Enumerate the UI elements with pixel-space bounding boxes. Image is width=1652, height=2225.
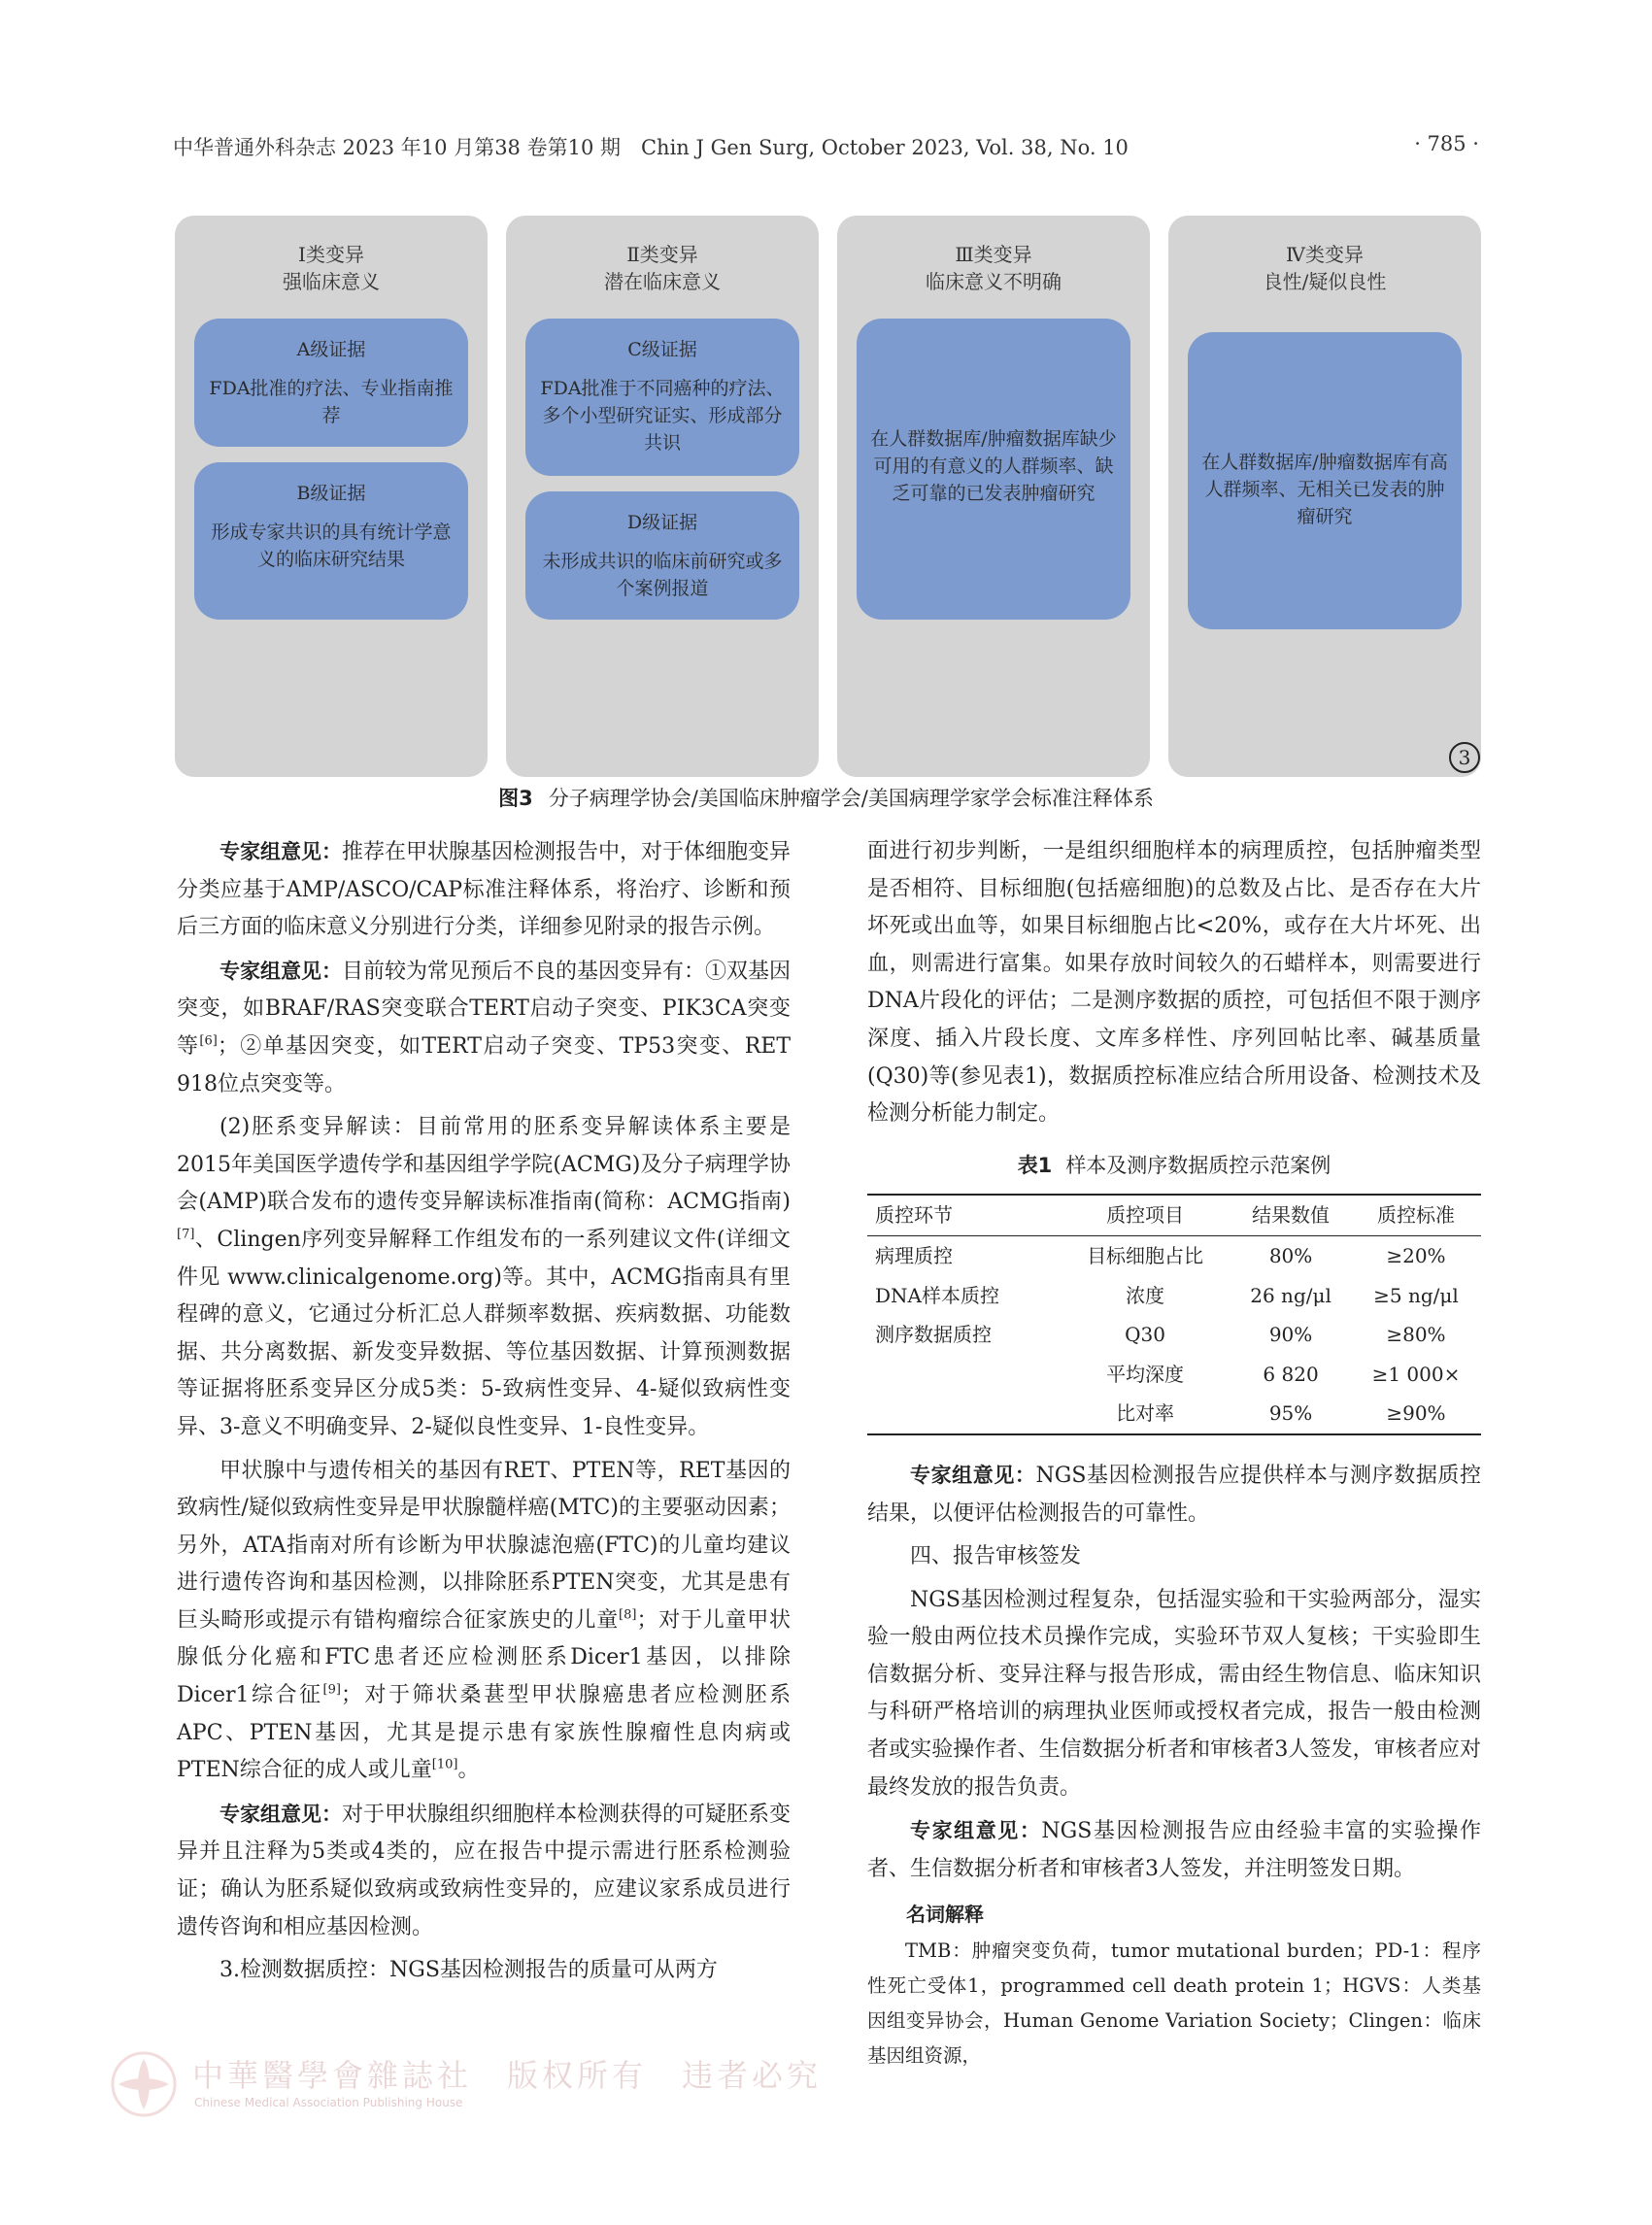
table-cell: 95% <box>1231 1394 1351 1434</box>
evidence-body: FDA批准的疗法、专业指南推荐 <box>209 378 454 426</box>
table-row <box>867 1235 1481 1275</box>
evidence-box-c <box>525 319 799 476</box>
expert-opinion-lead: 专家组意见： <box>219 959 342 983</box>
paragraph-text: 面进行初步判断，一是组织细胞样本的病理质控，包括肿瘤类型是否相符、目标细胞(包括癌细胞)的总数及占比、是否存在大片坏死或出血等，如果目标细胞占比<20%，或存在大片坏死、出血，则需进行富集。如果存放时间较久的石蜡样本，则需要进行DNA片段化的评估；二是测序数据的质控，可包括但不限于测序深度、插入片段长度、文库多样性、序列回帖比率、碱基质量(Q30)等(参见表1)，数据质控标准应结合所用设备、检测技术及检测分析能力制定。 <box>867 839 1481 1127</box>
table-cell: 平均深度 <box>1106 1362 1185 1386</box>
paragraph-text: ；对于筛状桑葚型甲状腺癌患者应检测胚系APC、PTEN基因，尤其是提示患有家族性腺瘤性息肉病或PTEN综合征的成人或儿童 <box>177 1683 791 1783</box>
evidence-body: 未形成共识的临床前研究或多个案例报道 <box>542 551 783 599</box>
expert-opinion-lead: 专家组意见： <box>910 1819 1042 1843</box>
panel-significance-label: 临床意义不明确 <box>926 270 1062 293</box>
panel-class-label: Ⅲ类变异 <box>955 243 1032 266</box>
table-cell: Q30 <box>1125 1323 1165 1347</box>
citation: [8] <box>619 1607 637 1623</box>
paragraph <box>177 1796 791 1946</box>
evidence-box-d <box>525 491 799 620</box>
paragraph-text: 推荐在甲状腺基因检测报告中，对于体细胞变异分类应基于AMP/ASCO/CAP标准注释体系，将治疗、诊断和预后三方面的临床意义分别进行分类，详细参见附录的报告示例。 <box>177 840 792 940</box>
glossary-title: 名词解释 <box>906 1903 984 1927</box>
evidence-body: FDA批准于不同癌种的疗法、多个小型研究证实、形成部分共识 <box>540 378 785 454</box>
paragraph <box>867 1582 1481 1807</box>
table-caption-label: 表1 <box>1017 1153 1053 1177</box>
paragraph <box>177 1952 791 1990</box>
table-cell: ≥5 ng/μl <box>1373 1283 1459 1307</box>
evidence-title: B级证据 <box>296 483 366 504</box>
table-cell: DNA样本质控 <box>875 1283 999 1307</box>
panel-class-3 <box>837 216 1150 777</box>
table-header: 结果数值 <box>1231 1195 1351 1235</box>
panel-significance-label: 强临床意义 <box>283 270 380 293</box>
table-cell: 目标细胞占比 <box>1087 1243 1204 1267</box>
expert-opinion-lead: 专家组意见： <box>219 1802 342 1826</box>
table-cell <box>867 1394 1060 1434</box>
evidence-box-unclear <box>857 319 1130 620</box>
evidence-body: 在人群数据库/肿瘤数据库有高人群频率、无相关已发表的肿瘤研究 <box>1201 452 1448 527</box>
table-header-row <box>867 1195 1481 1235</box>
table-cell: 6 820 <box>1263 1362 1319 1386</box>
panel-class-4 <box>1168 216 1481 777</box>
table-cell: 80% <box>1268 1243 1313 1267</box>
paragraph-text: ；对于儿童甲状腺低分化癌和FTC患者还应检测胚系Dicer1基因，以排除Dicer1综合征 <box>177 1607 791 1708</box>
table-row <box>867 1315 1481 1355</box>
citation: [6] <box>199 1033 218 1049</box>
panel-class-1 <box>175 216 488 777</box>
citation: [10] <box>431 1757 458 1772</box>
publisher-logo-icon <box>109 2049 179 2119</box>
paragraph-text: NGS基因检测过程复杂，包括湿实验和干实验两部分，湿实验一般由两位技术员操作完成，实验环节双人复核；干实验即生信数据分析、变异注释与报告形成，需由经生物信息、临床知识与科研严格培训的病理执业医师或授权者完成，报告一般由检测者或实验操作者、生信数据分析者和审核者3人签发，审核者应对最终发放的报告负责。 <box>867 1587 1481 1800</box>
paragraph <box>177 833 791 947</box>
paragraph-text: 目前较为常见预后不良的基因变异有：①双基因突变，如BRAF/RAS突变联合TERT启动子突变、PIK3CA突变等 <box>177 959 792 1059</box>
evidence-title: C级证据 <box>627 339 697 360</box>
table-cell: ≥1 000× <box>1371 1362 1461 1386</box>
table-cell: 浓度 <box>1126 1283 1165 1307</box>
glossary-text: TMB：肿瘤突变负荷，tumor mutational burden；PD-1：程序性死亡受体1，programmed cell death protein 1；HGVS：人类基因组变异协会，Human Genome Variation Society；Clingen：临床基因组资源， <box>867 1939 1481 2068</box>
figure-3 <box>175 216 1481 777</box>
expert-opinion-lead: 专家组意见： <box>910 1463 1036 1487</box>
evidence-box-a <box>194 319 468 447</box>
table-cell: ≥90% <box>1351 1394 1481 1434</box>
paragraph-text: 3.检测数据质控：NGS基因检测报告的质量可从两方 <box>219 1958 718 1983</box>
journal-info: 中华普通外科杂志 2023 年10 月第38 卷第10 期 Chin J Gen Surg, October 2023, Vol. 38, No. 10 <box>173 136 1129 159</box>
figure-caption-text: 分子病理学协会/美国临床肿瘤学会/美国病理学家学会标准注释体系 <box>548 787 1154 810</box>
figure-caption-label: 图3 <box>498 787 533 810</box>
table-caption <box>867 1147 1481 1185</box>
evidence-box-benign <box>1188 332 1462 629</box>
evidence-title: A级证据 <box>296 339 366 360</box>
table-row <box>867 1394 1481 1434</box>
figure-caption <box>0 783 1652 812</box>
paragraph-text: 甲状腺中与遗传相关的基因有RET、PTEN等，RET基因的致病性/疑似致病性变异是甲状腺髓样癌(MTC)的主要驱动因素；另外，ATA指南对所有诊断为甲状腺滤泡癌(FTC)的儿童均建议进行遗传咨询和基因检测，以排除胚系PTEN突变，尤其是患有巨头畸形或提示有错构瘤综合征家族史的儿童 <box>177 1458 791 1633</box>
panel-significance-label: 良性/疑似良性 <box>1263 270 1387 293</box>
paragraph <box>867 1457 1481 1533</box>
panel-class-2 <box>506 216 819 777</box>
panel-class-label: Ⅳ类变异 <box>1286 243 1364 266</box>
paragraph-text: 对于甲状腺组织细胞样本检测获得的可疑胚系变异并且注释为5类或4类的，应在报告中提示需进行胚系检测验证；确认为胚系疑似致病或致病性变异的，应建议家系成员进行遗传咨询和相应基因检测。 <box>177 1802 792 1939</box>
panel-title <box>506 241 819 295</box>
panel-class-label: Ⅱ类变异 <box>626 243 698 266</box>
paragraph <box>867 833 1481 1133</box>
table-cell: 比对率 <box>1060 1394 1231 1434</box>
right-column <box>867 833 1481 2073</box>
table-header: 质控标准 <box>1351 1195 1481 1235</box>
table-cell: 90% <box>1268 1323 1313 1347</box>
table-caption-text: 样本及测序数据质控示范案例 <box>1065 1153 1332 1177</box>
table-cell <box>867 1355 1060 1395</box>
section-heading <box>867 1538 1481 1576</box>
table-header: 质控项目 <box>1060 1195 1231 1235</box>
table-cell: 测序数据质控 <box>875 1323 992 1347</box>
paragraph-text: 、Clingen序列变异解释工作组发布的一系列建议文件(详细文件见 www.clinicalgenome.org)等。其中，ACMG指南具有里程碑的意义，它通过分析汇总人群频率数据、疾病数据、功能数据、共分离数据、新发变异数据、等位基因数据、计算预测数据等证据将胚系变异区分成5类：5-致病性变异、4-疑似致病性变异、3-意义不明确变异、2-疑似良性变异、1-良性变异。 <box>177 1227 791 1439</box>
section-heading-text: 四、报告审核签发 <box>910 1544 1082 1569</box>
expert-opinion-lead: 专家组意见： <box>219 840 342 863</box>
panel-significance-label: 潜在临床意义 <box>604 270 721 293</box>
table-cell: ≥20% <box>1386 1243 1446 1267</box>
evidence-body: 形成专家共识的具有统计学意义的临床研究结果 <box>211 522 452 570</box>
qc-table <box>867 1194 1481 1435</box>
evidence-body: 在人群数据库/肿瘤数据库缺少可用的有意义的人群频率、缺乏可靠的已发表肿瘤研究 <box>870 428 1117 504</box>
paragraph <box>177 953 791 1103</box>
paragraph <box>177 1453 791 1790</box>
paragraph-text: ；②单基因突变，如TERT启动子突变、TP53突变、RET 918位点突变等。 <box>177 1033 791 1096</box>
panel-title <box>175 241 488 295</box>
citation: [9] <box>322 1682 341 1698</box>
copyright-watermark: 中華醫學會雜誌社 版权所有 违者必究 <box>192 2057 823 2094</box>
figure-number-mark: 3 <box>1449 742 1480 773</box>
paragraph-text: 。 <box>457 1758 480 1783</box>
page-number: · 785 · <box>1414 132 1479 155</box>
paragraph-text: NGS基因检测报告应提供样本与测序数据质控结果，以便评估检测报告的可靠性。 <box>867 1463 1481 1526</box>
publisher-name: Chinese Medical Association Publishing House <box>194 2096 463 2109</box>
paragraph <box>867 1812 1481 1888</box>
panel-title <box>837 241 1150 295</box>
table-row <box>867 1355 1481 1395</box>
paragraph <box>177 1109 791 1446</box>
left-column <box>177 833 791 1990</box>
table-cell: ≥80% <box>1386 1323 1446 1347</box>
citation: [7] <box>177 1227 195 1242</box>
table-header: 质控环节 <box>867 1195 1060 1235</box>
panel-class-label: Ⅰ类变异 <box>298 243 364 266</box>
paragraph-text: NGS基因检测报告应由经验丰富的实验操作者、生信数据分析者和审核者3人签发，并注明签发日期。 <box>867 1819 1481 1881</box>
table-row <box>867 1276 1481 1316</box>
panel-title <box>1168 241 1481 295</box>
table-cell: 病理质控 <box>875 1243 953 1267</box>
evidence-box-b <box>194 462 468 620</box>
evidence-title: D级证据 <box>626 512 698 533</box>
table-cell: 26 ng/μl <box>1250 1283 1332 1307</box>
running-header <box>173 132 1479 161</box>
paragraph-text: (2)胚系变异解读：目前常用的胚系变异解读体系主要是2015年美国医学遗传学和基因组学学院(ACMG)及分子病理学协会(AMP)联合发布的遗传变异解读标准指南(简称：ACMG指南) <box>177 1115 791 1215</box>
